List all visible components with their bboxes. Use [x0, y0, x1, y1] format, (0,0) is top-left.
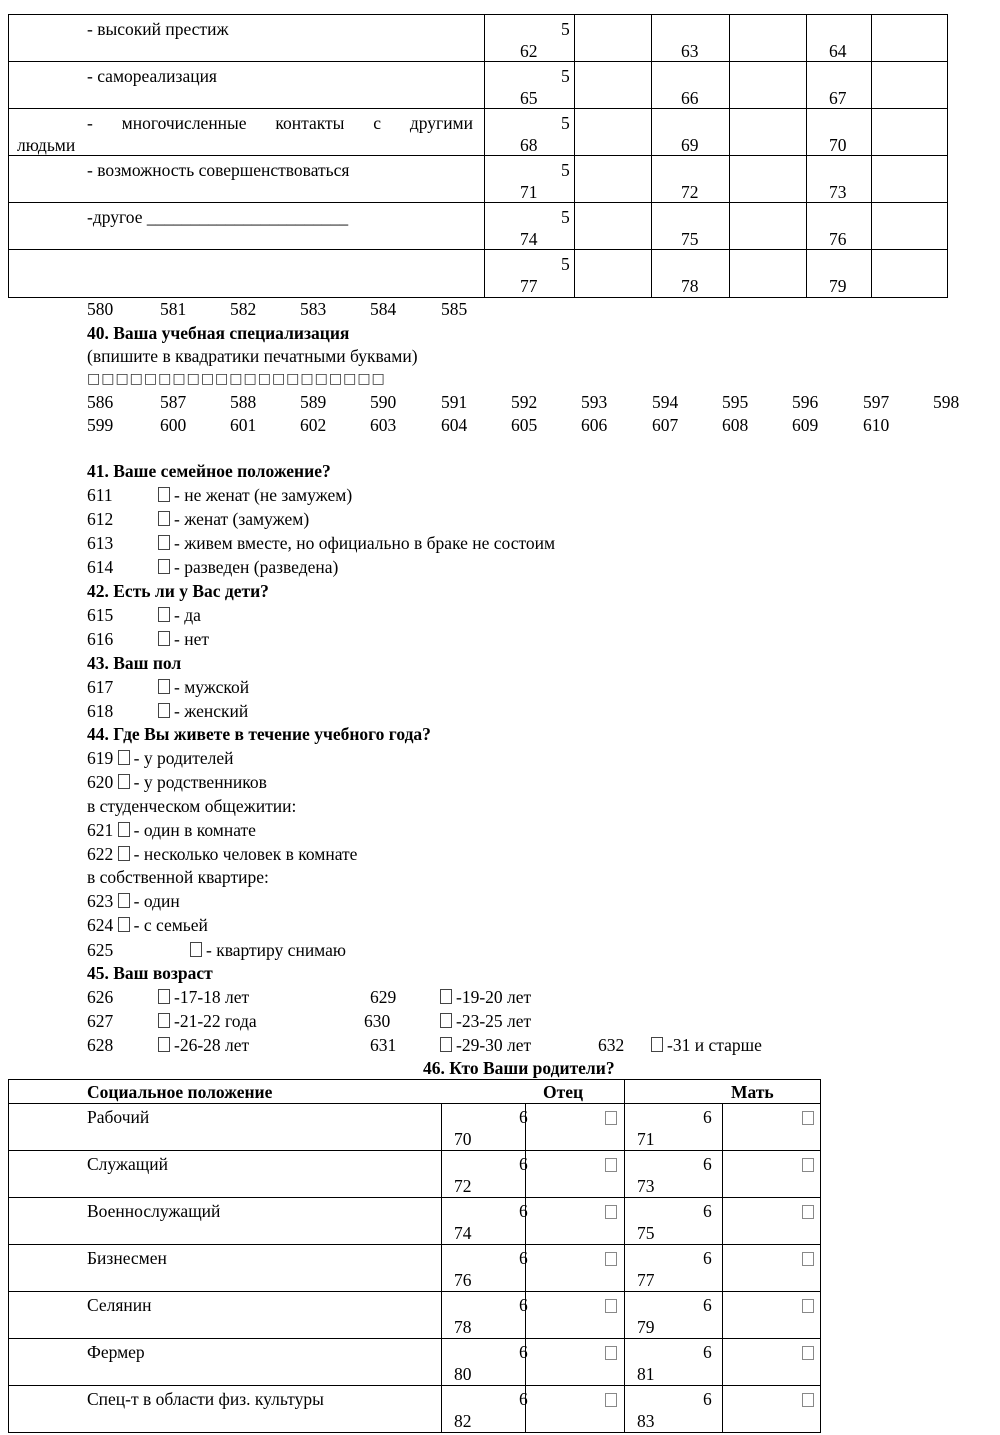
column-header: Отец	[543, 1082, 584, 1102]
code: 70	[829, 135, 847, 155]
code: 586	[87, 392, 114, 412]
code: 76	[829, 229, 847, 249]
subheading: в собственной квартире:	[87, 867, 269, 887]
row-label: - возможность совершенствоваться	[87, 160, 350, 180]
code: 610	[863, 415, 890, 435]
checkbox-icon[interactable]	[802, 1393, 814, 1407]
code: 601	[230, 415, 257, 435]
checkbox-icon[interactable]	[158, 487, 170, 502]
code: 591	[441, 392, 468, 412]
checkbox-icon[interactable]	[118, 822, 130, 837]
code: 597	[863, 392, 890, 412]
code: 604	[441, 415, 468, 435]
code-top: 5	[561, 19, 570, 39]
option[interactable]	[158, 701, 248, 721]
option-code: 623	[87, 891, 114, 911]
code: 587	[160, 392, 187, 412]
option[interactable]	[87, 772, 267, 792]
code: 69	[681, 135, 699, 155]
code: 607	[652, 415, 679, 435]
option[interactable]	[87, 820, 256, 840]
option[interactable]	[158, 629, 209, 649]
checkbox-icon[interactable]	[158, 989, 170, 1004]
question-title: 44. Где Вы живете в течение учебного года?	[87, 724, 431, 744]
code-top: 6	[703, 1342, 712, 1362]
code: 68	[520, 135, 538, 155]
code-top: 6	[519, 1154, 528, 1174]
code: 589	[300, 392, 327, 412]
checkbox-icon[interactable]	[605, 1299, 617, 1313]
row-label: - высокий престиж	[87, 19, 229, 39]
checkbox-icon[interactable]	[158, 511, 170, 526]
option-text: - живем вместе, но официально в браке не состоим	[174, 533, 556, 553]
option[interactable]	[158, 677, 249, 697]
checkbox-icon[interactable]	[158, 559, 170, 574]
code: 77	[520, 276, 538, 296]
code: 80	[454, 1364, 472, 1384]
row-label-cont: людьми	[17, 135, 76, 155]
option[interactable]	[158, 485, 352, 505]
checkbox-icon[interactable]	[605, 1205, 617, 1219]
question-title: 40. Ваша учебная специализация	[87, 323, 350, 343]
option-code: 631	[370, 1035, 397, 1055]
option[interactable]	[651, 1035, 762, 1055]
checkbox-icon[interactable]	[158, 1037, 170, 1052]
option[interactable]	[158, 1011, 257, 1031]
code: 588	[230, 392, 257, 412]
row-label: Фермер	[87, 1342, 145, 1362]
question-title: 41. Ваше семейное положение?	[87, 461, 331, 481]
code: 72	[681, 182, 699, 202]
option-text: -29-30 лет	[456, 1035, 532, 1055]
code: 592	[511, 392, 538, 412]
option-code: 614	[87, 557, 114, 577]
code: 606	[581, 415, 608, 435]
question-title: 45. Ваш возраст	[87, 963, 213, 983]
option-code: 615	[87, 605, 114, 625]
checkbox-icon[interactable]	[118, 893, 130, 908]
code: 585	[441, 299, 468, 319]
code: 65	[520, 88, 538, 108]
motivation-table	[8, 14, 948, 298]
option-code: 626	[87, 987, 114, 1007]
checkbox-icon[interactable]	[605, 1393, 617, 1407]
option-code: 622	[87, 844, 114, 864]
option[interactable]	[158, 533, 555, 553]
row-label: Бизнесмен	[87, 1248, 167, 1268]
option[interactable]	[87, 748, 234, 768]
checkbox-icon[interactable]	[190, 942, 202, 957]
code: 609	[792, 415, 819, 435]
option[interactable]	[158, 987, 249, 1007]
option-text: - один	[133, 891, 180, 911]
code: 582	[230, 299, 257, 319]
code: 76	[454, 1270, 472, 1290]
option-text: - один в комнате	[133, 820, 256, 840]
option-code: 620	[87, 772, 114, 792]
code-top: 6	[519, 1342, 528, 1362]
code: 603	[370, 415, 397, 435]
code: 594	[652, 392, 679, 412]
checkbox-icon[interactable]	[118, 846, 130, 861]
code: 595	[722, 392, 749, 412]
code: 75	[637, 1223, 655, 1243]
code-top: 5	[561, 207, 570, 227]
code: 600	[160, 415, 187, 435]
code: 598	[933, 392, 960, 412]
code: 602	[300, 415, 327, 435]
row-label: - самореализация	[87, 66, 217, 86]
option-text: -21-22 года	[174, 1011, 257, 1031]
code: 580	[87, 299, 114, 319]
code: 67	[829, 88, 847, 108]
option-code: 625	[87, 940, 114, 960]
checkbox-icon[interactable]	[802, 1205, 814, 1219]
code: 593	[581, 392, 608, 412]
code: 583	[300, 299, 327, 319]
checkbox-icon[interactable]	[605, 1158, 617, 1172]
option[interactable]	[158, 557, 338, 577]
row-label: Спец-т в области физ. культуры	[87, 1389, 324, 1409]
option-code: 632	[598, 1035, 625, 1055]
checkbox-icon[interactable]	[802, 1299, 814, 1313]
row-label: Служащий	[87, 1154, 168, 1174]
code: 66	[681, 88, 699, 108]
code: 73	[637, 1176, 655, 1196]
code: 72	[454, 1176, 472, 1196]
option-code: 627	[87, 1011, 114, 1031]
code-top: 5	[561, 66, 570, 86]
option-text: -31 и старше	[667, 1035, 762, 1055]
checkbox-icon[interactable]	[605, 1111, 617, 1125]
checkbox-icon[interactable]	[440, 1037, 452, 1052]
code: 62	[520, 41, 538, 61]
code: 79	[637, 1317, 655, 1337]
subheading: в студенческом общежитии:	[87, 796, 297, 816]
option-text: - квартиру снимаю	[206, 940, 346, 960]
option[interactable]	[87, 915, 208, 935]
checkbox-icon[interactable]	[651, 1037, 663, 1052]
option[interactable]	[158, 509, 309, 529]
parents-table	[8, 1079, 821, 1433]
option-code: 612	[87, 509, 114, 529]
option-code: 630	[364, 1011, 391, 1031]
code-top: 6	[703, 1154, 712, 1174]
checkbox-icon[interactable]	[440, 989, 452, 1004]
code: 74	[520, 229, 538, 249]
option-text: - женат (замужем)	[174, 509, 310, 529]
row-label: Рабочий	[87, 1107, 150, 1127]
checkbox-icon[interactable]	[158, 535, 170, 550]
option-text: - с семьей	[133, 915, 208, 935]
checkbox-icon[interactable]	[605, 1346, 617, 1360]
row-label: - многочисленные контакты с другими	[87, 113, 473, 133]
code-top: 6	[519, 1107, 528, 1127]
option-text: -23-25 лет	[456, 1011, 532, 1031]
option-text: -19-20 лет	[456, 987, 532, 1007]
code-top: 6	[519, 1201, 528, 1221]
checkbox-icon[interactable]	[802, 1158, 814, 1172]
code: 584	[370, 299, 397, 319]
option-code: 624	[87, 915, 114, 935]
code-top: 6	[703, 1248, 712, 1268]
checkbox-icon[interactable]	[802, 1111, 814, 1125]
code: 82	[454, 1411, 472, 1431]
column-header: Социальное положение	[87, 1082, 273, 1102]
code: 63	[681, 41, 699, 61]
option-text: - мужской	[174, 677, 250, 697]
code: 608	[722, 415, 749, 435]
code-top: 6	[519, 1248, 528, 1268]
option-code: 618	[87, 701, 114, 721]
option[interactable]	[440, 987, 531, 1007]
checkbox-icon[interactable]	[802, 1252, 814, 1266]
code: 78	[454, 1317, 472, 1337]
code: 74	[454, 1223, 472, 1243]
option-code: 628	[87, 1035, 114, 1055]
code: 73	[829, 182, 847, 202]
option-text: - да	[174, 605, 201, 625]
option-text: - женский	[174, 701, 249, 721]
option-code: 613	[87, 533, 114, 553]
code-top: 6	[703, 1107, 712, 1127]
option[interactable]	[440, 1011, 531, 1031]
option-text: - разведен (разведена)	[174, 557, 339, 577]
code-top: 5	[561, 160, 570, 180]
checkbox-icon[interactable]	[118, 774, 130, 789]
code-top: 6	[703, 1201, 712, 1221]
checkbox-icon[interactable]	[118, 750, 130, 765]
code-top: 5	[561, 113, 570, 133]
option-text: -17-18 лет	[174, 987, 250, 1007]
code: 64	[829, 41, 847, 61]
code: 599	[87, 415, 114, 435]
code-top: 6	[703, 1389, 712, 1409]
code: 78	[681, 276, 699, 296]
option[interactable]	[440, 1035, 531, 1055]
checkbox-icon[interactable]	[158, 607, 170, 622]
option-text: - у родителей	[133, 748, 234, 768]
checkbox-icon[interactable]	[158, 1013, 170, 1028]
letter-squares[interactable]: □□□□□□□□□□□□□□□□□□□□□	[87, 371, 386, 387]
option[interactable]	[158, 1035, 249, 1055]
option[interactable]	[87, 891, 180, 911]
question-title: 46. Кто Ваши родители?	[423, 1058, 615, 1078]
option-code: 619	[87, 748, 114, 768]
code: 581	[160, 299, 187, 319]
row-label: Селянин	[87, 1295, 152, 1315]
question-title: 42. Есть ли у Вас дети?	[87, 581, 269, 601]
option-text: - у родственников	[133, 772, 267, 792]
checkbox-icon[interactable]	[158, 631, 170, 646]
checkbox-icon[interactable]	[118, 917, 130, 932]
option-code: 611	[87, 485, 113, 505]
code: 590	[370, 392, 397, 412]
question-title: 43. Ваш пол	[87, 653, 182, 673]
code: 71	[637, 1129, 655, 1149]
checkbox-icon[interactable]	[158, 703, 170, 718]
option-code: 617	[87, 677, 114, 697]
code-top: 6	[703, 1295, 712, 1315]
code-top: 6	[519, 1389, 528, 1409]
option-text: - несколько человек в комнате	[133, 844, 358, 864]
option-text: - нет	[174, 629, 209, 649]
option[interactable]	[190, 940, 346, 960]
option-code: 629	[370, 987, 397, 1007]
code: 81	[637, 1364, 655, 1384]
code: 77	[637, 1270, 655, 1290]
code-top: 5	[561, 254, 570, 274]
checkbox-icon[interactable]	[605, 1252, 617, 1266]
question-hint: (впишите в квадратики печатными буквами)	[87, 346, 418, 366]
column-header: Мать	[731, 1082, 774, 1102]
row-label: Военнослужащий	[87, 1201, 221, 1221]
checkbox-icon[interactable]	[158, 679, 170, 694]
option-code: 621	[87, 820, 114, 840]
code: 605	[511, 415, 538, 435]
option[interactable]	[87, 844, 357, 864]
code: 79	[829, 276, 847, 296]
option[interactable]	[158, 605, 201, 625]
code: 75	[681, 229, 699, 249]
code: 83	[637, 1411, 655, 1431]
code: 70	[454, 1129, 472, 1149]
checkbox-icon[interactable]	[802, 1346, 814, 1360]
checkbox-icon[interactable]	[440, 1013, 452, 1028]
option-text: -26-28 лет	[174, 1035, 250, 1055]
code: 596	[792, 392, 819, 412]
code-top: 6	[519, 1295, 528, 1315]
option-code: 616	[87, 629, 114, 649]
row-label: -другое _______________________	[87, 207, 349, 227]
option-text: - не женат (не замужем)	[174, 485, 353, 505]
code: 71	[520, 182, 538, 202]
